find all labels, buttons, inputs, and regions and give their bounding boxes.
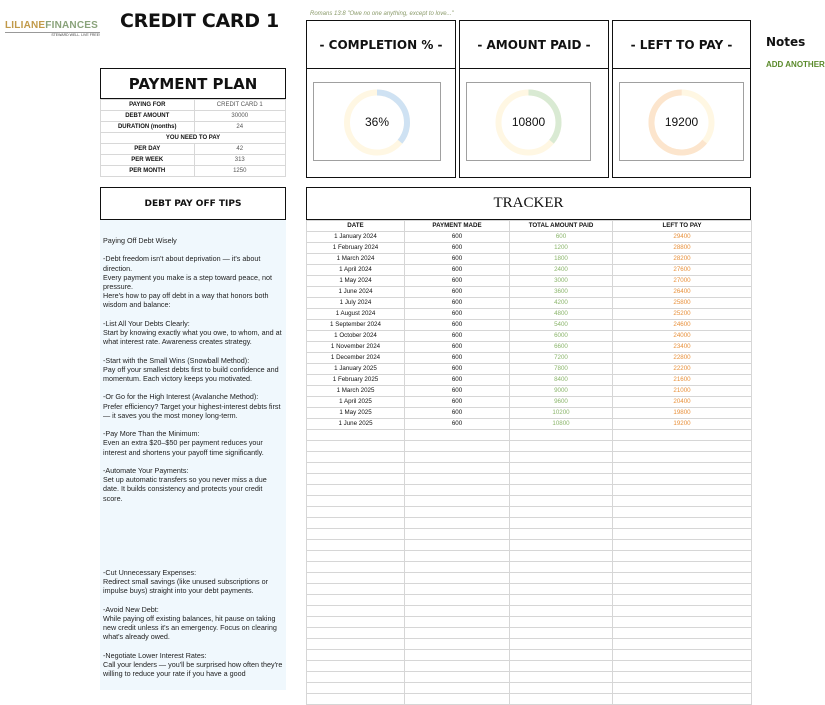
tracker-empty-cell[interactable] [307, 672, 405, 683]
tracker-empty-cell[interactable] [613, 661, 752, 672]
tracker-empty-row [307, 452, 752, 463]
tracker-total-paid[interactable]: 5400 [510, 320, 613, 331]
tip-item [103, 651, 283, 679]
tracker-empty-cell[interactable] [307, 617, 405, 628]
plan-value[interactable]: CREDIT CARD 1 [194, 100, 286, 111]
tracker-empty-cell[interactable] [613, 518, 752, 529]
tracker-empty-row [307, 518, 752, 529]
tracker-table [306, 220, 752, 705]
tip-heading: -Pay More Than the Minimum: [103, 429, 200, 439]
tracker-row [307, 386, 752, 397]
tracker-empty-cell[interactable] [307, 452, 405, 463]
tracker-empty-cell[interactable] [405, 540, 510, 551]
tracker-row [307, 342, 752, 353]
tracker-empty-row [307, 683, 752, 694]
column-header-payment-made: PAYMENT MADE [405, 221, 510, 232]
add-another-note-button[interactable]: ADD ANOTHER [766, 60, 825, 69]
tracker-row [307, 419, 752, 430]
tracker-total-paid[interactable]: 3000 [510, 276, 613, 287]
tracker-empty-cell[interactable] [613, 474, 752, 485]
tracker-empty-cell[interactable] [613, 452, 752, 463]
tracker-left-to-pay[interactable]: 22200 [613, 364, 752, 375]
tracker-payment[interactable]: 600 [405, 309, 510, 320]
tracker-empty-cell[interactable] [613, 683, 752, 694]
tips-intro [103, 254, 283, 309]
tracker-row [307, 408, 752, 419]
tracker-empty-cell[interactable] [405, 496, 510, 507]
tracker-empty-cell[interactable] [405, 650, 510, 661]
kpi-completion-label: - COMPLETION % - [319, 37, 443, 52]
tracker-total-paid[interactable]: 7200 [510, 353, 613, 364]
tracker-empty-cell[interactable] [405, 606, 510, 617]
tracker-empty-cell[interactable] [613, 441, 752, 452]
you-need-to-pay-label: YOU NEED TO PAY [101, 133, 286, 144]
left-to-pay-donut-chart[interactable] [619, 82, 744, 161]
tip-heading: -Or Go for the High Interest (Avalanche Method): [103, 392, 259, 402]
column-header-left-to-pay: LEFT TO PAY [613, 221, 752, 232]
tracker-empty-cell[interactable] [613, 639, 752, 650]
tracker-payment[interactable]: 600 [405, 287, 510, 298]
left-to-pay-value: 19200 [664, 115, 699, 129]
tracker-payment[interactable]: 600 [405, 276, 510, 287]
tracker-empty-cell[interactable] [613, 595, 752, 606]
tracker-empty-cell[interactable] [510, 474, 613, 485]
tracker-row [307, 254, 752, 265]
tracker-total-paid[interactable]: 10800 [510, 419, 613, 430]
tracker-date[interactable]: 1 March 2024 [307, 254, 405, 265]
tracker-empty-cell[interactable] [307, 474, 405, 485]
tracker-empty-cell[interactable] [510, 595, 613, 606]
tracker-date[interactable]: 1 June 2025 [307, 419, 405, 430]
tracker-empty-cell[interactable] [307, 584, 405, 595]
kpi-left-to-pay-card [612, 69, 751, 178]
tracker-row [307, 287, 752, 298]
plan-value: 1250 [194, 166, 286, 177]
tip-item [103, 466, 283, 503]
debt-tips-title: DEBT PAY OFF TIPS [100, 187, 286, 220]
tracker-left-to-pay[interactable]: 24600 [613, 320, 752, 331]
tracker-empty-cell[interactable] [405, 485, 510, 496]
tracker-empty-cell[interactable] [510, 463, 613, 474]
tip-heading: -Automate Your Payments: [103, 465, 189, 475]
tracker-empty-row [307, 529, 752, 540]
tracker-payment[interactable]: 600 [405, 397, 510, 408]
tracker-total-paid[interactable]: 600 [510, 232, 613, 243]
tracker-date[interactable]: 1 February 2024 [307, 243, 405, 254]
tips-intro-heading: Paying Off Debt Wisely [103, 236, 177, 245]
kpi-left-to-pay-header [612, 20, 751, 69]
tracker-date[interactable]: 1 January 2024 [307, 232, 405, 243]
plan-value[interactable]: 30000 [194, 111, 286, 122]
tracker-empty-cell[interactable] [307, 518, 405, 529]
tracker-row [307, 265, 752, 276]
kpi-completion-card [306, 69, 456, 178]
tracker-empty-cell[interactable] [613, 672, 752, 683]
plan-row-debt-amount [101, 111, 286, 122]
tracker-left-to-pay[interactable]: 19200 [613, 419, 752, 430]
column-header-date: DATE [307, 221, 405, 232]
tracker-empty-cell[interactable] [307, 463, 405, 474]
tracker-left-to-pay[interactable]: 21000 [613, 386, 752, 397]
tracker-empty-cell[interactable] [510, 562, 613, 573]
tracker-left-to-pay[interactable]: 19800 [613, 408, 752, 419]
tracker-empty-cell[interactable] [510, 683, 613, 694]
tip-text: Redirect small savings (like unused subscriptions or impulse buys) straight into your debt payments. [103, 577, 268, 596]
plan-row-per-day [101, 144, 286, 155]
tracker-empty-cell[interactable] [510, 507, 613, 518]
tracker-row [307, 331, 752, 342]
tracker-date[interactable]: 1 April 2024 [307, 265, 405, 276]
tracker-date[interactable]: 1 May 2025 [307, 408, 405, 419]
completion-value: 36% [364, 115, 390, 129]
tracker-empty-row [307, 694, 752, 705]
logo-tagline: STEWARD WELL. LIVE FREE! [5, 32, 100, 37]
tracker-empty-cell[interactable] [510, 540, 613, 551]
tracker-empty-cell[interactable] [613, 584, 752, 595]
brand-logo [5, 21, 100, 37]
tracker-total-paid[interactable]: 8400 [510, 375, 613, 386]
tracker-empty-cell[interactable] [510, 606, 613, 617]
tracker-empty-cell[interactable] [510, 485, 613, 496]
tracker-empty-cell[interactable] [613, 562, 752, 573]
tracker-empty-row [307, 540, 752, 551]
tracker-empty-cell[interactable] [613, 551, 752, 562]
plan-key: PER WEEK [101, 155, 195, 166]
tracker-empty-cell[interactable] [510, 628, 613, 639]
tracker-empty-cell[interactable] [510, 573, 613, 584]
tracker-empty-cell[interactable] [510, 650, 613, 661]
tracker-total-paid[interactable]: 9000 [510, 386, 613, 397]
tip-item [103, 568, 283, 596]
tips-intro-line-3: Here's how to pay off debt in a way that honors both wisdom and balance: [103, 291, 269, 310]
kpi-completion-header [306, 20, 456, 69]
tracker-empty-cell[interactable] [307, 606, 405, 617]
tracker-header-row [307, 221, 752, 232]
tracker-left-to-pay[interactable]: 22800 [613, 353, 752, 364]
tracker-left-to-pay[interactable]: 27600 [613, 265, 752, 276]
tracker-empty-cell[interactable] [405, 452, 510, 463]
payment-plan-title: PAYMENT PLAN [100, 68, 286, 99]
tracker-left-to-pay[interactable]: 21600 [613, 375, 752, 386]
tracker-empty-cell[interactable] [307, 694, 405, 705]
tracker-date[interactable]: 1 February 2025 [307, 375, 405, 386]
tracker-empty-row [307, 474, 752, 485]
tracker-empty-row [307, 617, 752, 628]
tracker-row [307, 375, 752, 386]
tracker-left-to-pay[interactable]: 24000 [613, 331, 752, 342]
tracker-total-paid[interactable]: 1200 [510, 243, 613, 254]
tracker-payment[interactable]: 600 [405, 265, 510, 276]
tracker-empty-cell[interactable] [510, 672, 613, 683]
tracker-left-to-pay[interactable]: 28200 [613, 254, 752, 265]
tracker-empty-cell[interactable] [510, 617, 613, 628]
tracker-empty-row [307, 661, 752, 672]
tracker-title: TRACKER [306, 187, 751, 220]
tracker-empty-cell[interactable] [405, 474, 510, 485]
tracker-empty-cell[interactable] [510, 639, 613, 650]
tracker-empty-cell[interactable] [405, 584, 510, 595]
tracker-date[interactable]: 1 March 2025 [307, 386, 405, 397]
tracker-empty-cell[interactable] [307, 650, 405, 661]
tracker-empty-row [307, 485, 752, 496]
plan-key: DEBT AMOUNT [101, 111, 195, 122]
tracker-row [307, 232, 752, 243]
tracker-empty-row [307, 650, 752, 661]
kpi-amount-paid-header [459, 20, 609, 69]
tracker-empty-cell[interactable] [510, 551, 613, 562]
tracker-left-to-pay[interactable]: 26400 [613, 287, 752, 298]
debt-tips-panel [100, 220, 286, 690]
tracker-empty-cell[interactable] [405, 551, 510, 562]
tracker-empty-cell[interactable] [405, 683, 510, 694]
tracker-empty-row [307, 672, 752, 683]
tracker-row [307, 364, 752, 375]
tracker-date[interactable]: 1 June 2024 [307, 287, 405, 298]
tracker-empty-cell[interactable] [405, 595, 510, 606]
tracker-empty-cell[interactable] [613, 529, 752, 540]
tracker-empty-cell[interactable] [510, 694, 613, 705]
tracker-empty-cell[interactable] [307, 496, 405, 507]
tracker-date[interactable]: 1 August 2024 [307, 309, 405, 320]
logo-text-finances: FINANCES [45, 20, 99, 31]
tips-spacer [103, 512, 283, 568]
tracker-empty-cell[interactable] [613, 485, 752, 496]
amount-paid-donut-chart[interactable] [466, 82, 591, 161]
plan-row-you-need-to-pay [101, 133, 286, 144]
tracker-payment[interactable]: 600 [405, 254, 510, 265]
tracker-total-paid[interactable]: 9600 [510, 397, 613, 408]
tracker-empty-cell[interactable] [510, 584, 613, 595]
tip-text: Prefer efficiency? Target your highest-interest debts first — it saves you the most money long-term. [103, 401, 281, 420]
tracker-row [307, 276, 752, 287]
tracker-date[interactable]: 1 December 2024 [307, 353, 405, 364]
plan-row-duration [101, 122, 286, 133]
tracker-empty-cell[interactable] [307, 573, 405, 584]
tracker-empty-cell[interactable] [307, 683, 405, 694]
plan-row-per-week [101, 155, 286, 166]
tracker-total-paid[interactable]: 2400 [510, 265, 613, 276]
amount-paid-value: 10800 [511, 115, 546, 129]
completion-donut-chart[interactable] [313, 82, 441, 161]
tracker-empty-row [307, 562, 752, 573]
tracker-date[interactable]: 1 January 2025 [307, 364, 405, 375]
tracker-empty-row [307, 496, 752, 507]
tip-item [103, 605, 283, 642]
tracker-total-paid[interactable]: 6000 [510, 331, 613, 342]
tracker-left-to-pay[interactable]: 25200 [613, 309, 752, 320]
tracker-empty-cell[interactable] [613, 496, 752, 507]
tracker-row [307, 298, 752, 309]
tracker-total-paid[interactable]: 4800 [510, 309, 613, 320]
tracker-empty-cell[interactable] [405, 639, 510, 650]
tracker-empty-cell[interactable] [307, 628, 405, 639]
tracker-left-to-pay[interactable]: 23400 [613, 342, 752, 353]
tracker-empty-cell[interactable] [405, 518, 510, 529]
tracker-empty-cell[interactable] [307, 562, 405, 573]
tracker-empty-row [307, 595, 752, 606]
payment-plan-table [100, 99, 286, 177]
plan-row-paying-for [101, 100, 286, 111]
page-title: CREDIT CARD 1 [120, 10, 279, 32]
tracker-empty-cell[interactable] [613, 617, 752, 628]
tracker-payment[interactable]: 600 [405, 353, 510, 364]
tracker-payment[interactable]: 600 [405, 243, 510, 254]
column-header-total-paid: TOTAL AMOUNT PAID [510, 221, 613, 232]
tracker-empty-row [307, 639, 752, 650]
tracker-left-to-pay[interactable]: 28800 [613, 243, 752, 254]
tip-heading: -Start with the Small Wins (Snowball Method): [103, 355, 250, 365]
tracker-empty-cell[interactable] [307, 430, 405, 441]
tracker-date[interactable]: 1 October 2024 [307, 331, 405, 342]
tip-item [103, 356, 283, 384]
tracker-empty-cell[interactable] [405, 430, 510, 441]
tip-heading: -Cut Unnecessary Expenses: [103, 567, 197, 577]
tracker-left-to-pay[interactable]: 20400 [613, 397, 752, 408]
tracker-left-to-pay[interactable]: 27000 [613, 276, 752, 287]
tracker-empty-row [307, 573, 752, 584]
kpi-left-to-pay-label: - LEFT TO PAY - [630, 37, 733, 52]
kpi-amount-paid-label: - AMOUNT PAID - [477, 37, 591, 52]
notes-title: Notes [766, 35, 806, 49]
tracker-total-paid[interactable]: 1800 [510, 254, 613, 265]
tracker-empty-cell[interactable] [307, 661, 405, 672]
tracker-empty-cell[interactable] [613, 573, 752, 584]
tip-heading: -Avoid New Debt: [103, 604, 159, 614]
tracker-empty-cell[interactable] [613, 628, 752, 639]
plan-value: 313 [194, 155, 286, 166]
tracker-empty-cell[interactable] [405, 694, 510, 705]
tracker-empty-cell[interactable] [510, 452, 613, 463]
tracker-empty-cell[interactable] [613, 463, 752, 474]
tracker-empty-cell[interactable] [307, 441, 405, 452]
tip-text: Pay off your smallest debts first to build confidence and momentum. Each victory keeps you motivated. [103, 364, 279, 383]
tracker-empty-cell[interactable] [613, 540, 752, 551]
tracker-empty-cell[interactable] [405, 507, 510, 518]
tracker-empty-cell[interactable] [405, 573, 510, 584]
tracker-row [307, 397, 752, 408]
tracker-empty-cell[interactable] [405, 562, 510, 573]
tracker-empty-cell[interactable] [405, 529, 510, 540]
plan-row-per-month [101, 166, 286, 177]
tracker-empty-cell[interactable] [307, 540, 405, 551]
tracker-empty-cell[interactable] [510, 529, 613, 540]
tracker-empty-row [307, 628, 752, 639]
tracker-row [307, 243, 752, 254]
plan-value[interactable]: 24 [194, 122, 286, 133]
tracker-empty-row [307, 606, 752, 617]
tracker-empty-row [307, 441, 752, 452]
tracker-payment[interactable]: 600 [405, 364, 510, 375]
tracker-empty-row [307, 551, 752, 562]
kpi-amount-paid-card [459, 69, 609, 178]
tracker-empty-cell[interactable] [307, 639, 405, 650]
tracker-empty-cell[interactable] [405, 661, 510, 672]
tips-intro-line-2: Every payment you make is a step toward peace, not pressure. [103, 272, 272, 291]
tracker-empty-cell[interactable] [405, 672, 510, 683]
tip-item [103, 429, 283, 457]
tracker-row [307, 353, 752, 364]
tracker-payment[interactable]: 600 [405, 232, 510, 243]
tip-heading: -List All Your Debts Clearly: [103, 318, 190, 328]
tracker-date[interactable]: 1 May 2024 [307, 276, 405, 287]
tip-text: Start by knowing exactly what you owe, to whom, and at what interest rate. Awareness creates strategy. [103, 328, 282, 347]
tip-text: Even an extra $20–$50 per payment reduces your interest and shortens your payoff time significantly. [103, 438, 264, 457]
tracker-left-to-pay[interactable]: 25800 [613, 298, 752, 309]
tracker-payment[interactable]: 600 [405, 408, 510, 419]
tracker-payment[interactable]: 600 [405, 342, 510, 353]
tracker-date[interactable]: 1 April 2025 [307, 397, 405, 408]
tracker-empty-cell[interactable] [405, 463, 510, 474]
plan-key: PER MONTH [101, 166, 195, 177]
plan-key: DURATION (months) [101, 122, 195, 133]
tip-item [103, 392, 283, 420]
tracker-payment[interactable]: 600 [405, 419, 510, 430]
tracker-total-paid[interactable]: 7800 [510, 364, 613, 375]
tracker-row [307, 320, 752, 331]
tracker-payment[interactable]: 600 [405, 298, 510, 309]
tracker-payment[interactable]: 600 [405, 320, 510, 331]
tracker-total-paid[interactable]: 4200 [510, 298, 613, 309]
tracker-empty-cell[interactable] [510, 661, 613, 672]
tracker-payment[interactable]: 600 [405, 331, 510, 342]
tracker-payment[interactable]: 600 [405, 386, 510, 397]
tips-intro-line-1: -Debt freedom isn't about deprivation — it's about direction. [103, 254, 261, 273]
plan-key: PER DAY [101, 144, 195, 155]
tracker-empty-cell[interactable] [405, 628, 510, 639]
tracker-empty-cell[interactable] [307, 507, 405, 518]
tip-text: Set up automatic transfers so you never miss a due date. It builds consistency and protects your credit score. [103, 475, 267, 503]
tip-item [103, 319, 283, 347]
tracker-empty-row [307, 507, 752, 518]
tip-heading: -Negotiate Lower Interest Rates: [103, 650, 207, 660]
tracker-empty-cell[interactable] [510, 430, 613, 441]
tracker-empty-cell[interactable] [613, 694, 752, 705]
tracker-empty-cell[interactable] [307, 529, 405, 540]
tracker-empty-row [307, 584, 752, 595]
plan-value: 42 [194, 144, 286, 155]
tracker-empty-cell[interactable] [405, 617, 510, 628]
logo-text-liliane: LILIANE [5, 20, 46, 31]
tracker-payment[interactable]: 600 [405, 375, 510, 386]
tracker-empty-cell[interactable] [307, 595, 405, 606]
tracker-date[interactable]: 1 September 2024 [307, 320, 405, 331]
tracker-left-to-pay[interactable]: 29400 [613, 232, 752, 243]
tracker-row [307, 309, 752, 320]
tracker-empty-cell[interactable] [307, 485, 405, 496]
tracker-date[interactable]: 1 November 2024 [307, 342, 405, 353]
tracker-empty-cell[interactable] [613, 430, 752, 441]
tracker-empty-cell[interactable] [613, 650, 752, 661]
tracker-empty-cell[interactable] [510, 441, 613, 452]
tracker-empty-row [307, 463, 752, 474]
tracker-empty-cell[interactable] [307, 551, 405, 562]
tracker-total-paid[interactable]: 10200 [510, 408, 613, 419]
tip-text: Call your lenders — you'll be surprised how often they're willing to reduce your rate if you have a good [103, 659, 283, 679]
scripture-quote: Romans 13:8 "Owe no one anything, except to love..." [310, 11, 454, 17]
tracker-empty-cell[interactable] [405, 441, 510, 452]
tracker-empty-cell[interactable] [510, 518, 613, 529]
tracker-empty-cell[interactable] [613, 507, 752, 518]
tracker-date[interactable]: 1 July 2024 [307, 298, 405, 309]
tracker-empty-row [307, 430, 752, 441]
plan-key: PAYING FOR [101, 100, 195, 111]
tracker-empty-cell[interactable] [510, 496, 613, 507]
tracker-empty-cell[interactable] [613, 606, 752, 617]
tracker-total-paid[interactable]: 6600 [510, 342, 613, 353]
tracker-total-paid[interactable]: 3600 [510, 287, 613, 298]
tip-text: While paying off existing balances, hit pause on taking new credit unless it's an emergency. Focus on clearing what's already owed. [103, 613, 277, 642]
